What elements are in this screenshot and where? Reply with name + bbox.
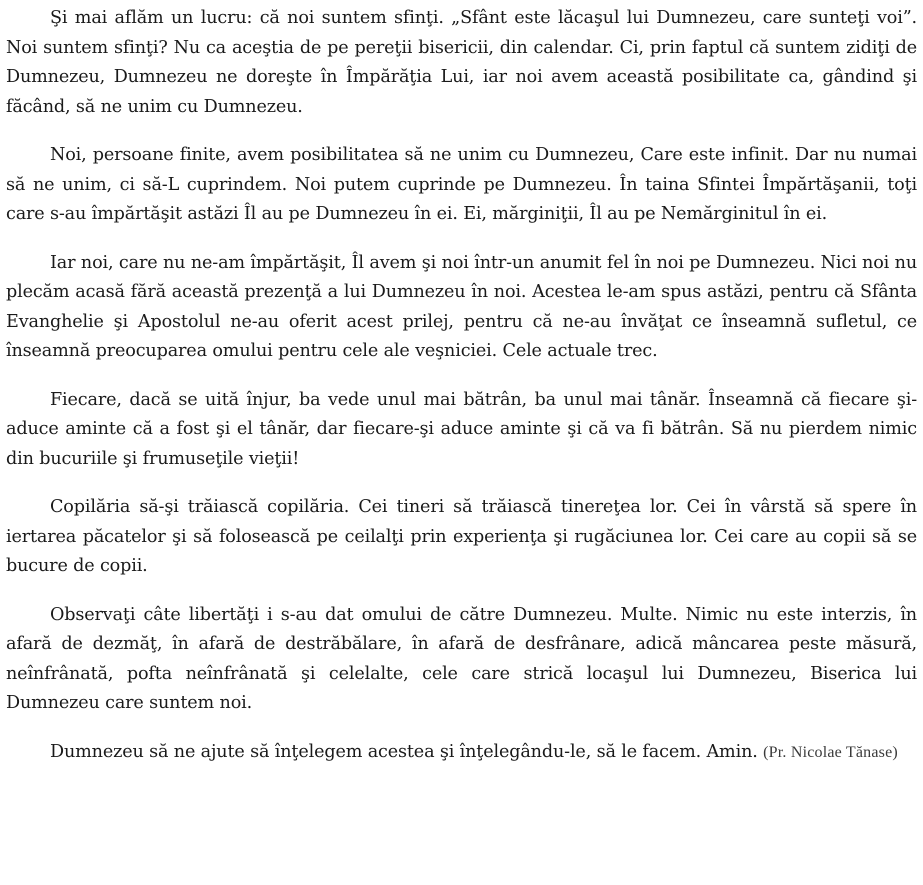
paragraph-4: Fiecare, dacă se uită înjur, ba vede unul mai bătrân, ba unul mai tânăr. Înseamnă că fiecare şi-aduce aminte că a fost şi el tânăr, dar fiecare-şi aduce aminte şi că va fi bătrân. Să nu pierdem nimic din bucuriile şi frumuseţile vieţii! bbox=[6, 389, 917, 469]
document-page bbox=[6, 4, 917, 767]
paragraph-2: Noi, persoane finite, avem posibilitatea să ne unim cu Dumnezeu, Care este infinit. Dar nu numai să ne unim, ci să-L cuprindem. Noi putem cuprinde pe Dumnezeu. În taina Sfintei Împărtăşanii, toţi care s-au împărtăşit astăzi Îl au pe Dumnezeu în ei. Ei, mărginiţii, Îl au pe Nemărginitul în ei. bbox=[6, 145, 917, 224]
closing-paragraph bbox=[6, 738, 917, 768]
closing-text: Dumnezeu să ne ajute să înţelegem acestea şi înţelegându-le, să le facem. Amin. bbox=[50, 741, 758, 762]
paragraph-5: Copilăria să-şi trăiască copilăria. Cei tineri să trăiască tinereţea lor. Cei în vârstă să spere în iertarea păcatelor şi să folosească pe ceilalţi prin experienţa şi rugăciunea lor. Cei care au copii să se bucure de copii. bbox=[6, 497, 917, 576]
paragraph-6: Observaţi câte libertăţi i s-au dat omului de către Dumnezeu. Multe. Nimic nu este interzis, în afară de dezmăţ, în afară de destrăbălare, în afară de desfrânare, adică mâncarea peste măsură, neînfrânată, pofta neînfrânată şi celelalte, cele care strică locaşul lui Dumnezeu, Biserica lui Dumnezeu care suntem noi. bbox=[6, 604, 917, 713]
paragraph-1: Şi mai aflăm un lucru: că noi suntem sfinţi. „Sfânt este lăcaşul lui Dumnezeu, care sunteţi voi”. Noi suntem sfinţi? Nu ca aceştia de pe pereţii bisericii, din calendar. Ci, prin faptul că suntem zidiţi de Dumnezeu, Dumnezeu ne doreşte în Împărăţia Lui, iar noi avem această posibilitate ca, gândind şi făcând, să ne unim cu Dumnezeu. bbox=[6, 8, 917, 117]
paragraph-3: Iar noi, care nu ne-am împărtăşit, Îl avem şi noi într-un anumit fel în noi pe Dumnezeu. Nici noi nu plecăm acasă fără această prezenţă a lui Dumnezeu în noi. Acestea le-am spus astăzi, pentru că Sfânta Evanghelie şi Apostolul ne-au oferit acest prilej, pentru că ne-au învăţat ce înseamnă sufletul, ce înseamnă preocuparea omului pentru cele ale veşniciei. Cele actuale trec. bbox=[6, 252, 917, 361]
author-attribution: (Pr. Nicolae Tănase) bbox=[763, 743, 898, 761]
